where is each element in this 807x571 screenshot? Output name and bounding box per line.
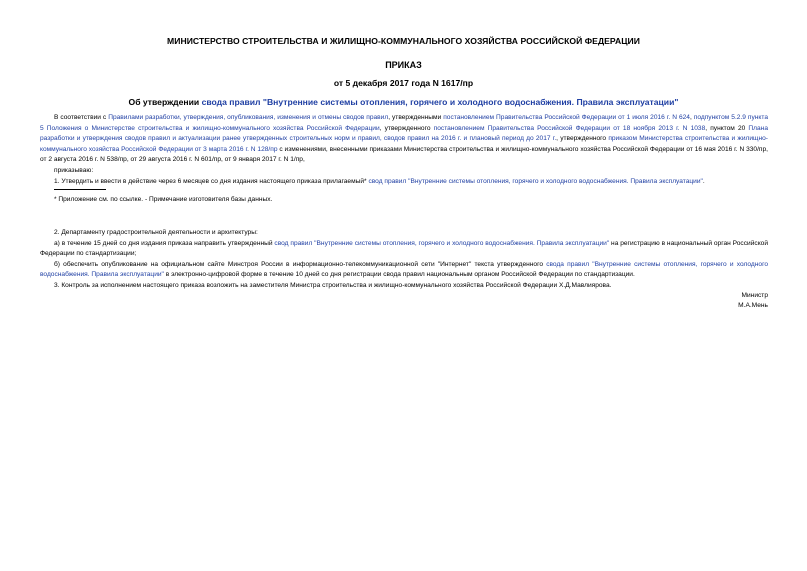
item-2a-text: а) в течение 15 дней со дня издания приказа направить утвержденный bbox=[54, 239, 275, 247]
item-2a-text: на регистрацию в национальный орган Российской Федерации по стандартизации; bbox=[40, 239, 769, 258]
order-verb: приказываю: bbox=[54, 166, 94, 174]
order-heading: ПРИКАЗ bbox=[385, 60, 422, 70]
order-128-link[interactable]: приказом Министерства строительства и жилищно-коммунального хозяйства Российской Федерации от 3 марта 2016 г. N 128/пр bbox=[40, 135, 768, 153]
decree-624-link[interactable]: постановлением Правительства Российской Федерации от 1 июля 2016 г. N 624 bbox=[443, 114, 690, 121]
preamble-block bbox=[40, 113, 768, 187]
ministry-heading: МИНИСТЕРСТВО СТРОИТЕЛЬСТВА И ЖИЛИЩНО-КОММУНАЛЬНОГО ХОЗЯЙСТВА РОССИЙСКОЙ ФЕДЕРАЦИИ bbox=[167, 36, 640, 46]
item-1 bbox=[40, 177, 768, 188]
preamble-text: , утвержденного bbox=[556, 135, 609, 143]
item-2a-link[interactable]: свод правил "Внутренние системы отопления, горячего и холодного водоснабжения. Правила эксплуатации" bbox=[274, 239, 610, 247]
item-1-end: . bbox=[702, 177, 705, 185]
plan-link[interactable]: Плана разработки и утверждения сводов правил и актуализации ранее утвержденных строительных норм и правил, сводов правил на 2016 г. и плановый период до 2017 г. bbox=[40, 124, 768, 143]
items-block bbox=[40, 228, 768, 292]
preamble-text: , утвержденными bbox=[388, 114, 444, 121]
preamble-text: , утвержденного bbox=[379, 124, 434, 132]
preamble-paragraph bbox=[40, 113, 768, 166]
order-date-number: от 5 декабря 2017 года N 1617/пр bbox=[333, 78, 474, 88]
footnote-divider bbox=[54, 189, 106, 190]
footnote: * Приложение см. по ссылке. - Примечание изготовителя базы данных. bbox=[54, 196, 273, 203]
item-1-link[interactable]: свод правил "Внутренние системы отопления, горячего и холодного водоснабжения. Правила эксплуатации" bbox=[368, 177, 703, 185]
item-3: 3. Контроль за исполнением настоящего приказа возложить на заместителя Министра строительства и жилищно-коммунального хозяйства Российской Федерации Х.Д.Мавлиярова. bbox=[54, 281, 612, 289]
decree-1038-link[interactable]: постановлением Правительства Российской Федерации от 18 ноября 2013 г. N 1038 bbox=[433, 124, 706, 132]
item-2b-text: в электронно-цифровой форме в течение 10 дней со дня регистрации свода правил национальным органом Российской Федерации по стандартизации. bbox=[163, 271, 635, 279]
preamble-text: с изменениями, внесенными приказами Министерства строительства и жилищно-коммунального хозяйства Российской Федерации от 16 мая 2016 г. N 330/пр, от 2 августа 2016 г. N 538/пр, от 29 августа 2016 г. N 601/пр, от 9 января 2017 г. N 1/пр, bbox=[40, 145, 768, 164]
rules-link[interactable]: Правилами разработки, утверждения, опубликования, изменения и отмены сводов правил bbox=[108, 114, 389, 121]
preamble-text: В соответствии с bbox=[54, 114, 109, 121]
signature-position: Министр bbox=[741, 292, 768, 299]
order-title-prefix: Об утверждении bbox=[128, 97, 202, 107]
item-2a bbox=[40, 239, 768, 260]
order-title-link[interactable]: свода правил "Внутренние системы отопления, горячего и холодного водоснабжения. Правила эксплуатации" bbox=[201, 97, 679, 107]
item-2b-text: б) обеспечить опубликование на официальном сайте Минстроя России в информационно-телекоммуникационной сети "Интернет" текста утвержденного bbox=[54, 260, 547, 268]
item-1-text: 1. Утвердить и ввести в действие через 6 месяцев со дня издания настоящего приказа прилагаемый* bbox=[54, 177, 369, 185]
preamble-text: , пунктом 20 bbox=[705, 124, 749, 132]
preamble-text: , bbox=[689, 114, 694, 121]
item-2b bbox=[40, 260, 768, 281]
order-title bbox=[0, 97, 807, 107]
signature-name: М.А.Мень bbox=[738, 302, 768, 309]
item-2b-link[interactable]: свода правил "Внутренние системы отопления, горячего и холодного водоснабжения. Правила эксплуатации" bbox=[40, 260, 769, 279]
regulation-link[interactable]: подпунктом 5.2.9 пункта 5 Положения о Министерстве строительства и жилищно-коммунального хозяйства Российской Федерации bbox=[40, 114, 769, 132]
item-2-heading: 2. Департаменту градостроительной деятельности и архитектуры: bbox=[54, 229, 258, 236]
